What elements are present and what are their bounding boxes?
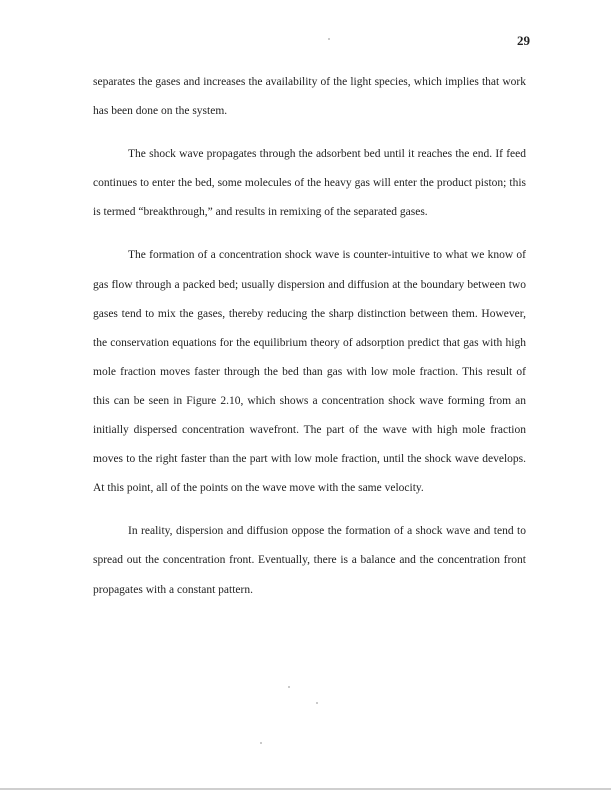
paragraph-shock-wave-propagation: The shock wave propagates through the adsorbent bed until it reaches the end. If feed continues to enter the bed, some molecules of the heavy gas will enter the product piston; this is termed “breakthrough,” and results in remixing of the separated gases. bbox=[93, 148, 526, 219]
scan-speck bbox=[328, 38, 330, 40]
scan-speck bbox=[288, 686, 290, 688]
scan-speck bbox=[316, 702, 318, 704]
page-number: 29 bbox=[517, 33, 530, 48]
scan-speck bbox=[260, 742, 262, 744]
paragraph-dispersion-diffusion: In reality, dispersion and diffusion oppose the formation of a shock wave and tend to spread out the concentration front. Eventually, there is a balance and the concentration front propagates with a constant pattern. bbox=[93, 525, 526, 596]
body-text bbox=[93, 68, 526, 619]
paragraph-continuation: separates the gases and increases the availability of the light species, which implies that work has been done on the system. bbox=[93, 76, 526, 118]
paragraph-shock-wave-formation: The formation of a concentration shock wave is counter-intuitive to what we know of gas flow through a packed bed; usually dispersion and diffusion at the boundary between two gases tend to mix the gases, thereby reducing the sharp distinction between them. However, the conservation equations for the equilibrium theory of adsorption predict that gas with high mole fraction moves faster through the bed than gas with low mole fraction. This result of this can be seen in Figure 2.10, which shows a concentration shock wave forming from an initially dispersed concentration wavefront. The part of the wave with high mole fraction moves to the right faster than the part with low mole fraction, until the shock wave develops. At this point, all of the points on the wave move with the same velocity. bbox=[93, 249, 526, 495]
